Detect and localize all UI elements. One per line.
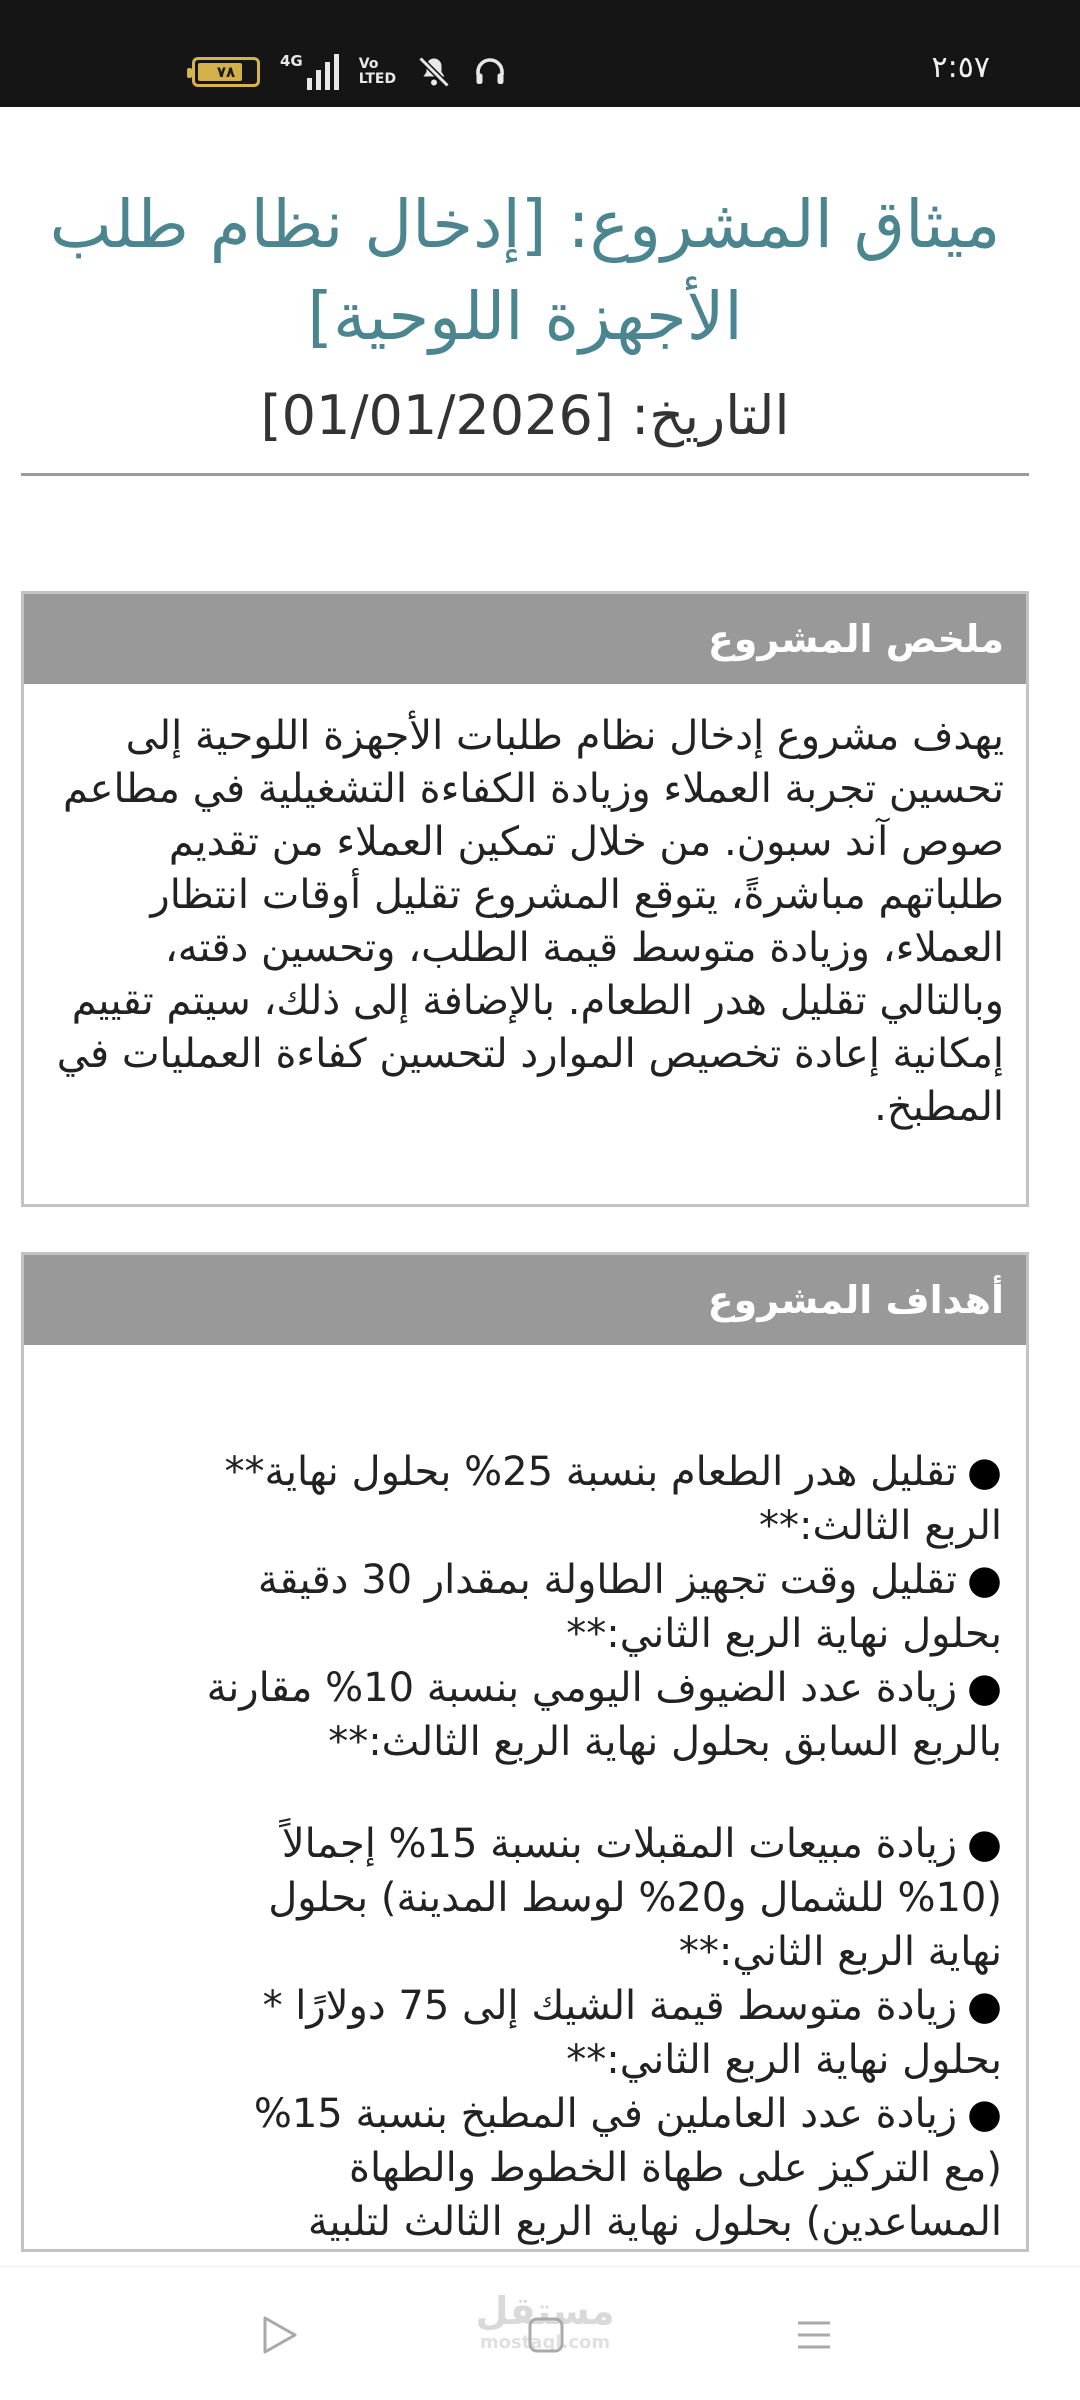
back-button[interactable] bbox=[250, 2305, 310, 2365]
watermark-text: مستقل bbox=[475, 2289, 615, 2333]
bullet-icon: ● bbox=[967, 1665, 1002, 1711]
volte-icon bbox=[359, 57, 396, 87]
list-item bbox=[190, 1553, 1002, 1661]
document-title: ميثاق المشروع: [إدخال نظام طلب الأجهزة اللوحية] bbox=[49, 186, 1001, 355]
list-item bbox=[190, 1979, 1002, 2087]
list-item bbox=[190, 1817, 1002, 1979]
goal-text: تقليل هدر الطعام بنسبة 25% بحلول نهاية** الربع الثالث:** bbox=[224, 1449, 1002, 1549]
battery-icon bbox=[192, 57, 260, 87]
mute-icon bbox=[416, 54, 452, 90]
watermark-sub: mostaql.com bbox=[479, 2332, 611, 2353]
list-item bbox=[190, 1661, 1002, 1769]
bullet-icon: ● bbox=[967, 1983, 1002, 2029]
home-button[interactable] bbox=[516, 2305, 576, 2365]
home-icon bbox=[526, 2315, 566, 2355]
list-item bbox=[190, 2087, 1002, 2249]
status-bar bbox=[0, 0, 1080, 107]
bullet-icon: ● bbox=[967, 1449, 1002, 1495]
volte-top: Vo bbox=[358, 56, 379, 72]
summary-section bbox=[21, 591, 1029, 1207]
summary-text: يهدف مشروع إدخال نظام طلبات الأجهزة اللوحية إلى تحسين تجربة العملاء وزيادة الكفاءة التشغيلية في مطاعم صوص آند سبون. من خلال تمكين العملاء من تقديم طلباتهم مباشرةً، يتوقع المشروع تقليل أوقات انتظار العملاء، وزيادة متوسط قيمة الطلب، وتحسين دقته، وبالتالي تقليل هدر الطعام. بالإضافة إلى ذلك، سيتم تقييم إمكانية إعادة تخصيص الموارد لتحسين كفاءة العمليات في المطبخ. bbox=[56, 713, 1004, 1130]
bullet-icon: ● bbox=[967, 1557, 1002, 1603]
list-item bbox=[190, 1445, 1002, 1553]
goals-heading: أهداف المشروع bbox=[24, 1255, 1026, 1345]
goal-text: زيادة عدد الضيوف اليومي بنسبة 10% مقارنة بالربع السابق بحلول نهاية الربع الثالث:** bbox=[206, 1665, 1002, 1765]
goals-section bbox=[21, 1252, 1029, 2252]
document-date: التاريخ: [01/01/2026] bbox=[260, 384, 790, 447]
title-divider bbox=[21, 473, 1029, 476]
status-icons bbox=[192, 52, 508, 92]
bullet-icon: ● bbox=[967, 2091, 1002, 2137]
goal-text: زيادة مبيعات المقبلات بنسبة 15% إجمالاً (10% للشمال و20% لوسط المدينة) بحلول نهاية الربع الثاني:** bbox=[268, 1821, 1002, 1975]
back-icon bbox=[261, 2315, 299, 2355]
network-label: 4G bbox=[280, 52, 303, 70]
summary-heading: ملخص المشروع bbox=[24, 594, 1026, 684]
goal-text: تقليل وقت تجهيز الطاولة بمقدار 30 دقيقة بحلول نهاية الربع الثاني:** bbox=[257, 1557, 1002, 1657]
menu-icon bbox=[794, 2315, 834, 2355]
document-view[interactable] bbox=[21, 107, 1029, 2267]
navigation-bar bbox=[0, 2266, 1080, 2400]
volte-bottom: LTED bbox=[358, 71, 397, 87]
battery-tip bbox=[187, 68, 192, 78]
headphones-icon bbox=[472, 54, 508, 90]
goal-text: زيادة عدد العاملين في المطبخ بنسبة 15% (مع التركيز على طهاة الخطوط والطهاة المساعدين) بحلول نهاية الربع الثالث لتلبية bbox=[253, 2091, 1002, 2245]
menu-button[interactable] bbox=[784, 2305, 844, 2365]
battery-level: ٧٨ bbox=[216, 63, 236, 81]
bullet-icon: ● bbox=[967, 1821, 1002, 1867]
signal-icon bbox=[280, 54, 339, 90]
goals-list bbox=[24, 1345, 1026, 2249]
status-time: ٢:٥٧ bbox=[931, 50, 990, 85]
goal-text: زيادة متوسط قيمة الشيك إلى 75 دولارًا * بحلول نهاية الربع الثاني:** bbox=[262, 1983, 1002, 2083]
